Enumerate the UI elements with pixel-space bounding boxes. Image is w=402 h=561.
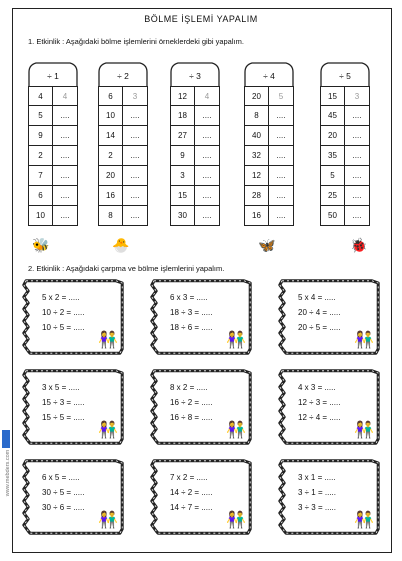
dividend-cell: 20 [245,87,269,105]
dividend-cell: 14 [99,126,123,145]
division-equation[interactable]: 16 ÷ 2 = ..... [170,398,213,407]
division-equation[interactable]: 20 ÷ 5 = ..... [298,323,341,332]
dividend-cell: 2 [99,146,123,165]
division-equation[interactable]: 10 ÷ 5 = ..... [42,323,85,332]
house-row [98,186,148,206]
house-row [320,146,370,166]
multiplication-equation[interactable]: 8 x 2 = ..... [170,383,208,392]
dividend-cell: 35 [321,146,345,165]
multiplication-equation[interactable]: 4 x 3 = ..... [298,383,336,392]
dividend-cell: 3 [171,166,195,185]
dividend-cell: 16 [99,186,123,205]
multiplication-equation[interactable]: 6 x 5 = ..... [42,473,80,482]
exercise-card [278,369,380,445]
house-row [28,86,78,106]
house-row [98,166,148,186]
exercise-card [150,369,252,445]
house-rows [244,86,294,226]
answer-blank[interactable]: .... [130,211,140,220]
house-row [98,206,148,226]
children-icon: 👫 [354,512,374,529]
activity-2-instruction: 2. Etkinlik : Aşağıdaki çarpma ve bölme işlemlerini yapalım. [28,264,225,273]
divisor-label: ÷ 1 [47,71,59,81]
chick-icon: 🐣 [112,237,130,253]
house-row [170,126,220,146]
answer-blank[interactable]: .... [130,111,140,120]
house-row [244,106,294,126]
answer-blank[interactable]: .... [60,211,70,220]
dividend-cell: 16 [245,206,269,225]
division-equation[interactable]: 14 ÷ 2 = ..... [170,488,213,497]
dividend-cell: 20 [99,166,123,185]
house-row [170,166,220,186]
answer-blank[interactable]: .... [60,151,70,160]
dividend-cell: 32 [245,146,269,165]
answer-blank[interactable]: .... [130,151,140,160]
children-icon: 👫 [226,422,246,439]
example-answer-cell: 3 [132,91,138,101]
answer-blank[interactable]: .... [352,191,362,200]
division-equation[interactable]: 3 ÷ 3 = ..... [298,503,336,512]
answer-blank[interactable]: .... [202,171,212,180]
answer-blank[interactable]: .... [276,211,286,220]
answer-blank[interactable]: .... [60,131,70,140]
house-row [244,86,294,106]
dividend-cell: 12 [245,166,269,185]
house-row [244,186,294,206]
multiplication-equation[interactable]: 7 x 2 = ..... [170,473,208,482]
dividend-cell: 5 [29,106,53,125]
division-equation[interactable]: 14 ÷ 7 = ..... [170,503,213,512]
exercise-card [150,459,252,535]
answer-blank[interactable]: .... [352,211,362,220]
answer-blank[interactable]: .... [276,191,286,200]
dividend-cell: 15 [321,87,345,105]
ladybug-icon: 🐞 [350,237,368,253]
example-answer-cell: 5 [278,91,284,101]
house-row [98,146,148,166]
house-row [28,146,78,166]
dividend-cell: 7 [29,166,53,185]
divisor-label: ÷ 2 [117,71,129,81]
answer-blank[interactable]: .... [60,111,70,120]
dividend-cell: 50 [321,206,345,225]
house-row [320,206,370,226]
activity-1-instruction: 1. Etkinlik : Aşağıdaki bölme işlemlerini örneklerdeki gibi yapalım. [28,37,244,46]
dividend-cell: 6 [29,186,53,205]
answer-blank[interactable]: .... [202,111,212,120]
answer-blank[interactable]: .... [60,191,70,200]
example-answer-cell: 4 [204,91,210,101]
children-icon: 👫 [226,332,246,349]
side-watermark: www.mebders.com [5,449,11,497]
dividend-cell: 8 [99,206,123,225]
house-row [170,86,220,106]
house-rows [98,86,148,226]
dividend-cell: 25 [321,186,345,205]
dividend-cell: 40 [245,126,269,145]
dividend-cell: 45 [321,106,345,125]
division-equation[interactable]: 10 ÷ 2 = ..... [42,308,85,317]
division-equation[interactable]: 12 ÷ 4 = ..... [298,413,341,422]
exercise-card [22,459,124,535]
butterfly-icon: 🦋 [258,237,276,253]
answer-blank[interactable]: .... [352,131,362,140]
dividend-cell: 28 [245,186,269,205]
house-row [320,106,370,126]
house-row [244,206,294,226]
division-equation[interactable]: 18 ÷ 3 = ..... [170,308,213,317]
example-answer-cell: 3 [354,91,360,101]
division-equation[interactable]: 12 ÷ 3 = ..... [298,398,341,407]
house-row [320,86,370,106]
dividend-cell: 8 [245,106,269,125]
multiplication-equation[interactable]: 6 x 3 = ..... [170,293,208,302]
answer-blank[interactable]: .... [276,151,286,160]
house-row [98,106,148,126]
house-row [98,126,148,146]
dividend-cell: 10 [99,106,123,125]
division-equation[interactable]: 3 ÷ 1 = ..... [298,488,336,497]
dividend-cell: 4 [29,87,53,105]
house-row [28,186,78,206]
divisor-label: ÷ 4 [263,71,275,81]
house-row [28,106,78,126]
dividend-cell: 18 [171,106,195,125]
example-answer-cell: 4 [62,91,68,101]
house-row [28,126,78,146]
house-rows [170,86,220,226]
exercise-card [22,369,124,445]
house-row [170,186,220,206]
house-row [244,126,294,146]
answer-blank[interactable]: .... [130,131,140,140]
answer-blank[interactable]: .... [130,191,140,200]
multiplication-equation[interactable]: 3 x 1 = ..... [298,473,336,482]
house-row [170,206,220,226]
multiplication-equation[interactable]: 5 x 4 = ..... [298,293,336,302]
dividend-cell: 6 [99,87,123,105]
answer-blank[interactable]: .... [130,171,140,180]
house-row [320,166,370,186]
dividend-cell: 2 [29,146,53,165]
page-title: BÖLME İŞLEMİ YAPALIM [144,14,258,24]
children-icon: 👫 [354,332,374,349]
dividend-cell: 15 [171,186,195,205]
dividend-cell: 5 [321,166,345,185]
exercise-card [150,279,252,355]
answer-blank[interactable]: .... [352,151,362,160]
house-row [320,186,370,206]
division-equation[interactable]: 18 ÷ 6 = ..... [170,323,213,332]
divisor-label: ÷ 5 [339,71,351,81]
answer-blank[interactable]: .... [202,191,212,200]
divisor-label: ÷ 3 [189,71,201,81]
children-icon: 👫 [98,422,118,439]
house-row [170,106,220,126]
house-rows [320,86,370,226]
dividend-cell: 30 [171,206,195,225]
answer-blank[interactable]: .... [276,111,286,120]
dividend-cell: 10 [29,206,53,225]
dividend-cell: 9 [171,146,195,165]
division-equation[interactable]: 20 ÷ 4 = ..... [298,308,341,317]
division-equation[interactable]: 15 ÷ 5 = ..... [42,413,85,422]
exercise-card [22,279,124,355]
dividend-cell: 20 [321,126,345,145]
answer-blank[interactable]: .... [60,171,70,180]
house-row [244,166,294,186]
answer-blank[interactable]: .... [352,111,362,120]
children-icon: 👫 [354,422,374,439]
house-rows [28,86,78,226]
children-icon: 👫 [98,332,118,349]
house-row [170,146,220,166]
answer-blank[interactable]: .... [202,211,212,220]
division-equation[interactable]: 30 ÷ 5 = ..... [42,488,85,497]
answer-blank[interactable]: .... [202,151,212,160]
answer-blank[interactable]: .... [276,171,286,180]
answer-blank[interactable]: .... [202,131,212,140]
dividend-cell: 12 [171,87,195,105]
dividend-cell: 27 [171,126,195,145]
exercise-card [278,279,380,355]
house-row [244,146,294,166]
division-equation[interactable]: 15 ÷ 3 = ..... [42,398,85,407]
children-icon: 👫 [98,512,118,529]
exercise-card [278,459,380,535]
answer-blank[interactable]: .... [276,131,286,140]
house-row [320,126,370,146]
dividend-cell: 9 [29,126,53,145]
division-equation[interactable]: 16 ÷ 8 = ..... [170,413,213,422]
bee-icon: 🐝 [32,237,50,253]
house-row [28,206,78,226]
division-equation[interactable]: 30 ÷ 6 = ..... [42,503,85,512]
answer-blank[interactable]: .... [352,171,362,180]
house-row [28,166,78,186]
children-icon: 👫 [226,512,246,529]
multiplication-equation[interactable]: 3 x 5 = ..... [42,383,80,392]
house-row [98,86,148,106]
multiplication-equation[interactable]: 5 x 2 = ..... [42,293,80,302]
